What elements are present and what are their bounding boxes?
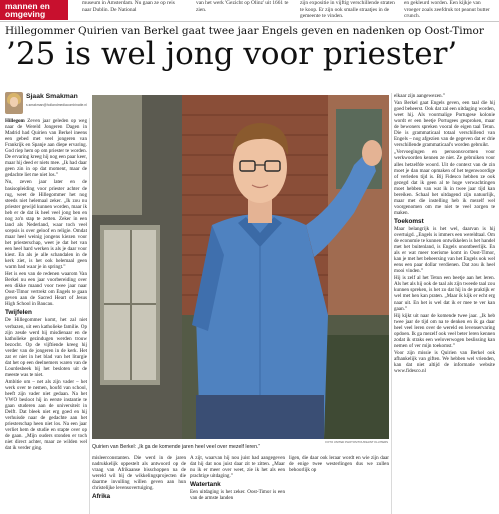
body-paragraph: ligen, die daar ook leraar wordt en wie zijn daar de enige twee westerlingen dus we zullen behoorlijk op bbox=[289, 455, 389, 474]
column-divider bbox=[391, 93, 392, 514]
portrait-illustration bbox=[92, 95, 389, 439]
caption-text: „Ik ga de komende jaren heel veel over mezelf leren.” bbox=[137, 444, 261, 450]
article-photo bbox=[92, 95, 389, 439]
body-paragraph: Een uitdaging is het zeker. Oost-Timor is een van de armste landen bbox=[190, 489, 285, 502]
body-paragraph: Het is een van de redenen waarom Van Berkel nu een jaar voorbereiding over een dikke maand voor twee jaar naar Oost-Timor vertrekt om Engels te gaan geven aan de Sacred Heart of Jesus High School in Baucau. bbox=[5, 271, 87, 308]
author-avatar bbox=[5, 92, 23, 114]
body-paragraph: misleerconstanten. Die werd in de jaren nadrukkelijk oppestelt als antwoord op de vraag van Afrikaanse bisschoppen na de wereld wil bij de wikkelingsprojecten die daarme invulling willen geven aan hun christelijke levensovertuiging. bbox=[92, 455, 186, 492]
body-paragraph: De Hillegommer komt, het zal niet verbazen, uit een katholieke familie. Op zijn zesde werd hij misdienaar en de katholieke gezindugen werden trouw bezocht. Op de vijftiende kreeg hij verder van de jongeren in de kerk. Het zat er niet in het blad van het liturgie dat het op een deelnemers waren van de Lourdesbeek bij het besloten uit de meeste was te niet. bbox=[5, 317, 87, 378]
top-strip-column: en gekleurd worden. Een kijkje van vroeger zoals zeefdruk tot peanut butter crunch. bbox=[404, 0, 490, 19]
author-email[interactable]: s.smakman@hollandmediacombinatie.nl bbox=[26, 103, 87, 107]
divider bbox=[0, 21, 499, 22]
body-paragraph: Voor zijn missie is Quirien van Berkel ook afhankelijk van giften. We hebben wel vrienden, kan dat niet altijd de informatie website www.fidesco.nl bbox=[394, 349, 495, 375]
article-column-1 bbox=[5, 118, 87, 514]
article-kicker: Hillegommer Quirien van Berkel gaat twee jaar Engels geven en nadenken op Oost-Timor bbox=[5, 25, 484, 37]
caption-name: Quirien van Berkel: bbox=[92, 444, 137, 450]
article-column-2 bbox=[92, 455, 186, 514]
top-strip-column: museum in Amsterdam. Nu gaan ze op reis naar Dublin. De National bbox=[82, 0, 175, 13]
subheading: Afrika bbox=[92, 493, 111, 501]
article-column-4 bbox=[289, 455, 389, 514]
body-paragraph: Hij is zelf al het Tetun een beetje aan het leren. Als het als hij ook de taal als zijn tweede taal zou kunnen spreken, is het zo dat hij in de praktijk er wel met hen kan praten. „Maar ik kijk er echt erg naar uit. En het is wel dat ik er mee te ver kan gaan.” bbox=[394, 275, 495, 312]
body-paragraph: Maar belangrijk is het wel, daarvan is hij overtuigd. „Engels is immers een wereldtaal. Om de economie te kunnen ontwikkelen is het handel met het buitenland, is Engels onontbeerlijk. En als er wat meer toerisme komt in Oost-Timor, kan je met het beheersing van het Engels ook wel eens een paar dollar verdienen. Dat zou ik heel mooi vinden.” bbox=[394, 225, 495, 275]
dateline: Hillegom bbox=[5, 118, 25, 124]
article-headline: ’25 is wel jong voor priester’ bbox=[6, 36, 458, 72]
subheading: Watertank bbox=[190, 481, 221, 489]
top-strip-column: zijn expositie in vijftig verschillende straten te koop. Er zijn ook smalle straatjes in de gemeente te vinden. bbox=[300, 0, 395, 19]
body-paragraph: „Vervoegingen en persoonsvormen voor werkwoorden kennen ze niet. Ze gebruiken voor alles hetzelfde woord. Uit de context van de zin moet je dan maar opmaken of het tegenwoordige of verleden tijd is. Bij Fidesco hebben ze ook gezegd dat ik geen al te hoge verwachtingen moet hebben van wat ik in twee jaar tijd kan bereiken. Schaal het uitdagend zijn natuurlijk, maar met die instelling heb ik mezelf wel voorgenomen om me niet te veel zorgen te maken. bbox=[394, 149, 495, 216]
top-strip bbox=[0, 0, 499, 20]
body-paragraph: Van Berkel gaat Engels geven, een taal die hij goed beheerst. Ook dat zal een uitdaging worden, weet hij. Als voormalige Portugese kolonie wordt er een beetje Portugees gesproken, maar de bewoners spreken vooral de eigen taal Tetun. Die is grammaticaal totaal verschillend van Engels – nog afgezien van de gegeven dat er drie verschillende grammaticaal's worden gebruikt. bbox=[394, 100, 495, 149]
column-divider bbox=[89, 118, 90, 514]
body-paragraph: elkaar zijn aangewezen.” bbox=[394, 93, 446, 99]
author-byline bbox=[5, 92, 85, 116]
body-paragraph: Hij kijkt uit naar de komende twee jaar. „Ik heb twee jaar de tijd om na te denken en ik ga daar heel veel leren over de wereld en levenservaring opdoen. Ik ga mezelf ook veel beter leren kennen zodat ik straks een weloverwogen beslissing kan nemen of ver mijn toekomst.” bbox=[394, 312, 495, 349]
top-strip-column: van het werk 'Gezicht op Olinz' uit 1661 te zien. bbox=[196, 0, 289, 13]
lead-paragraph: Zeven jaar geleden op weg naar de Wereld Jongeren Dagen in Madrid had Quirien van Berkel ineens een gebed met veel jongeren van Frankrijk en Spanje aan diepe ervaring. God riep hem op om priester te worden. De ervaring kreeg hij nog een paar keer, maar hij deed er niets mee. „Ik had daar geen zin in op dat moment, maar de gedachte liet me niet los.” bbox=[5, 118, 87, 179]
body-paragraph: Nu, zeven jaar later en de basisopleiding voor priester achter de rug, weet de Hillegommer het nog steeds niet helemaal zeker. „Ik zou nu priester gewijd kunnen worden, maar ik heb er de dat ik heel veel jong ben en nog zo'n stap te zetten. Zeker in een land als Nederland, waar toch veel scepsis is over geloof en religie. Omdat maar heel weinig jongens kiezen voor het priesterschap, weet je dat het van een heel hard werken is als je daar voor kiest. En als je alle schandalen in de kerk ziet, is het ook helemaal geen warm bad waar je in springt.” bbox=[5, 179, 87, 271]
subheading: Twijfelen bbox=[5, 309, 32, 317]
article-column-3 bbox=[190, 455, 285, 514]
section-tag: mannen en omgeving bbox=[0, 0, 68, 20]
body-paragraph: Ambitie om – net als zijn vader – het werk over te nemen, hoofd van school, heeft zijn vader niet gedaan. Na het VWO besloot hij in eerste instantie te gaan studeren aan de universiteit in Delft. Dat bleek niet erg goed en hij verhuisde naar de gedachte aan het priesterschap heen niet los. Na een jaar verliet hem de studie en stapte over op de gaan. „Mijn ouders stonden er toch niet direct achter, maar ze wilden wel dat ik verder ging. bbox=[5, 378, 87, 452]
author-name: Sjaak Smakman bbox=[26, 93, 78, 100]
article-column-5 bbox=[394, 93, 495, 514]
body-paragraph: A zijt, waarvan hij nou juist had aangegeven dat hij dat nou juist daar zit te zitten. „Maar nu ik er meer over weet, zie ik het als een prachtige uitdaging.” bbox=[190, 455, 285, 480]
photo-credit: FOTO UNITED PHOTOS/TOUSSAINT KLUITERS bbox=[325, 440, 388, 444]
photo-caption bbox=[92, 444, 312, 450]
subheading: Toekomst bbox=[394, 217, 424, 225]
